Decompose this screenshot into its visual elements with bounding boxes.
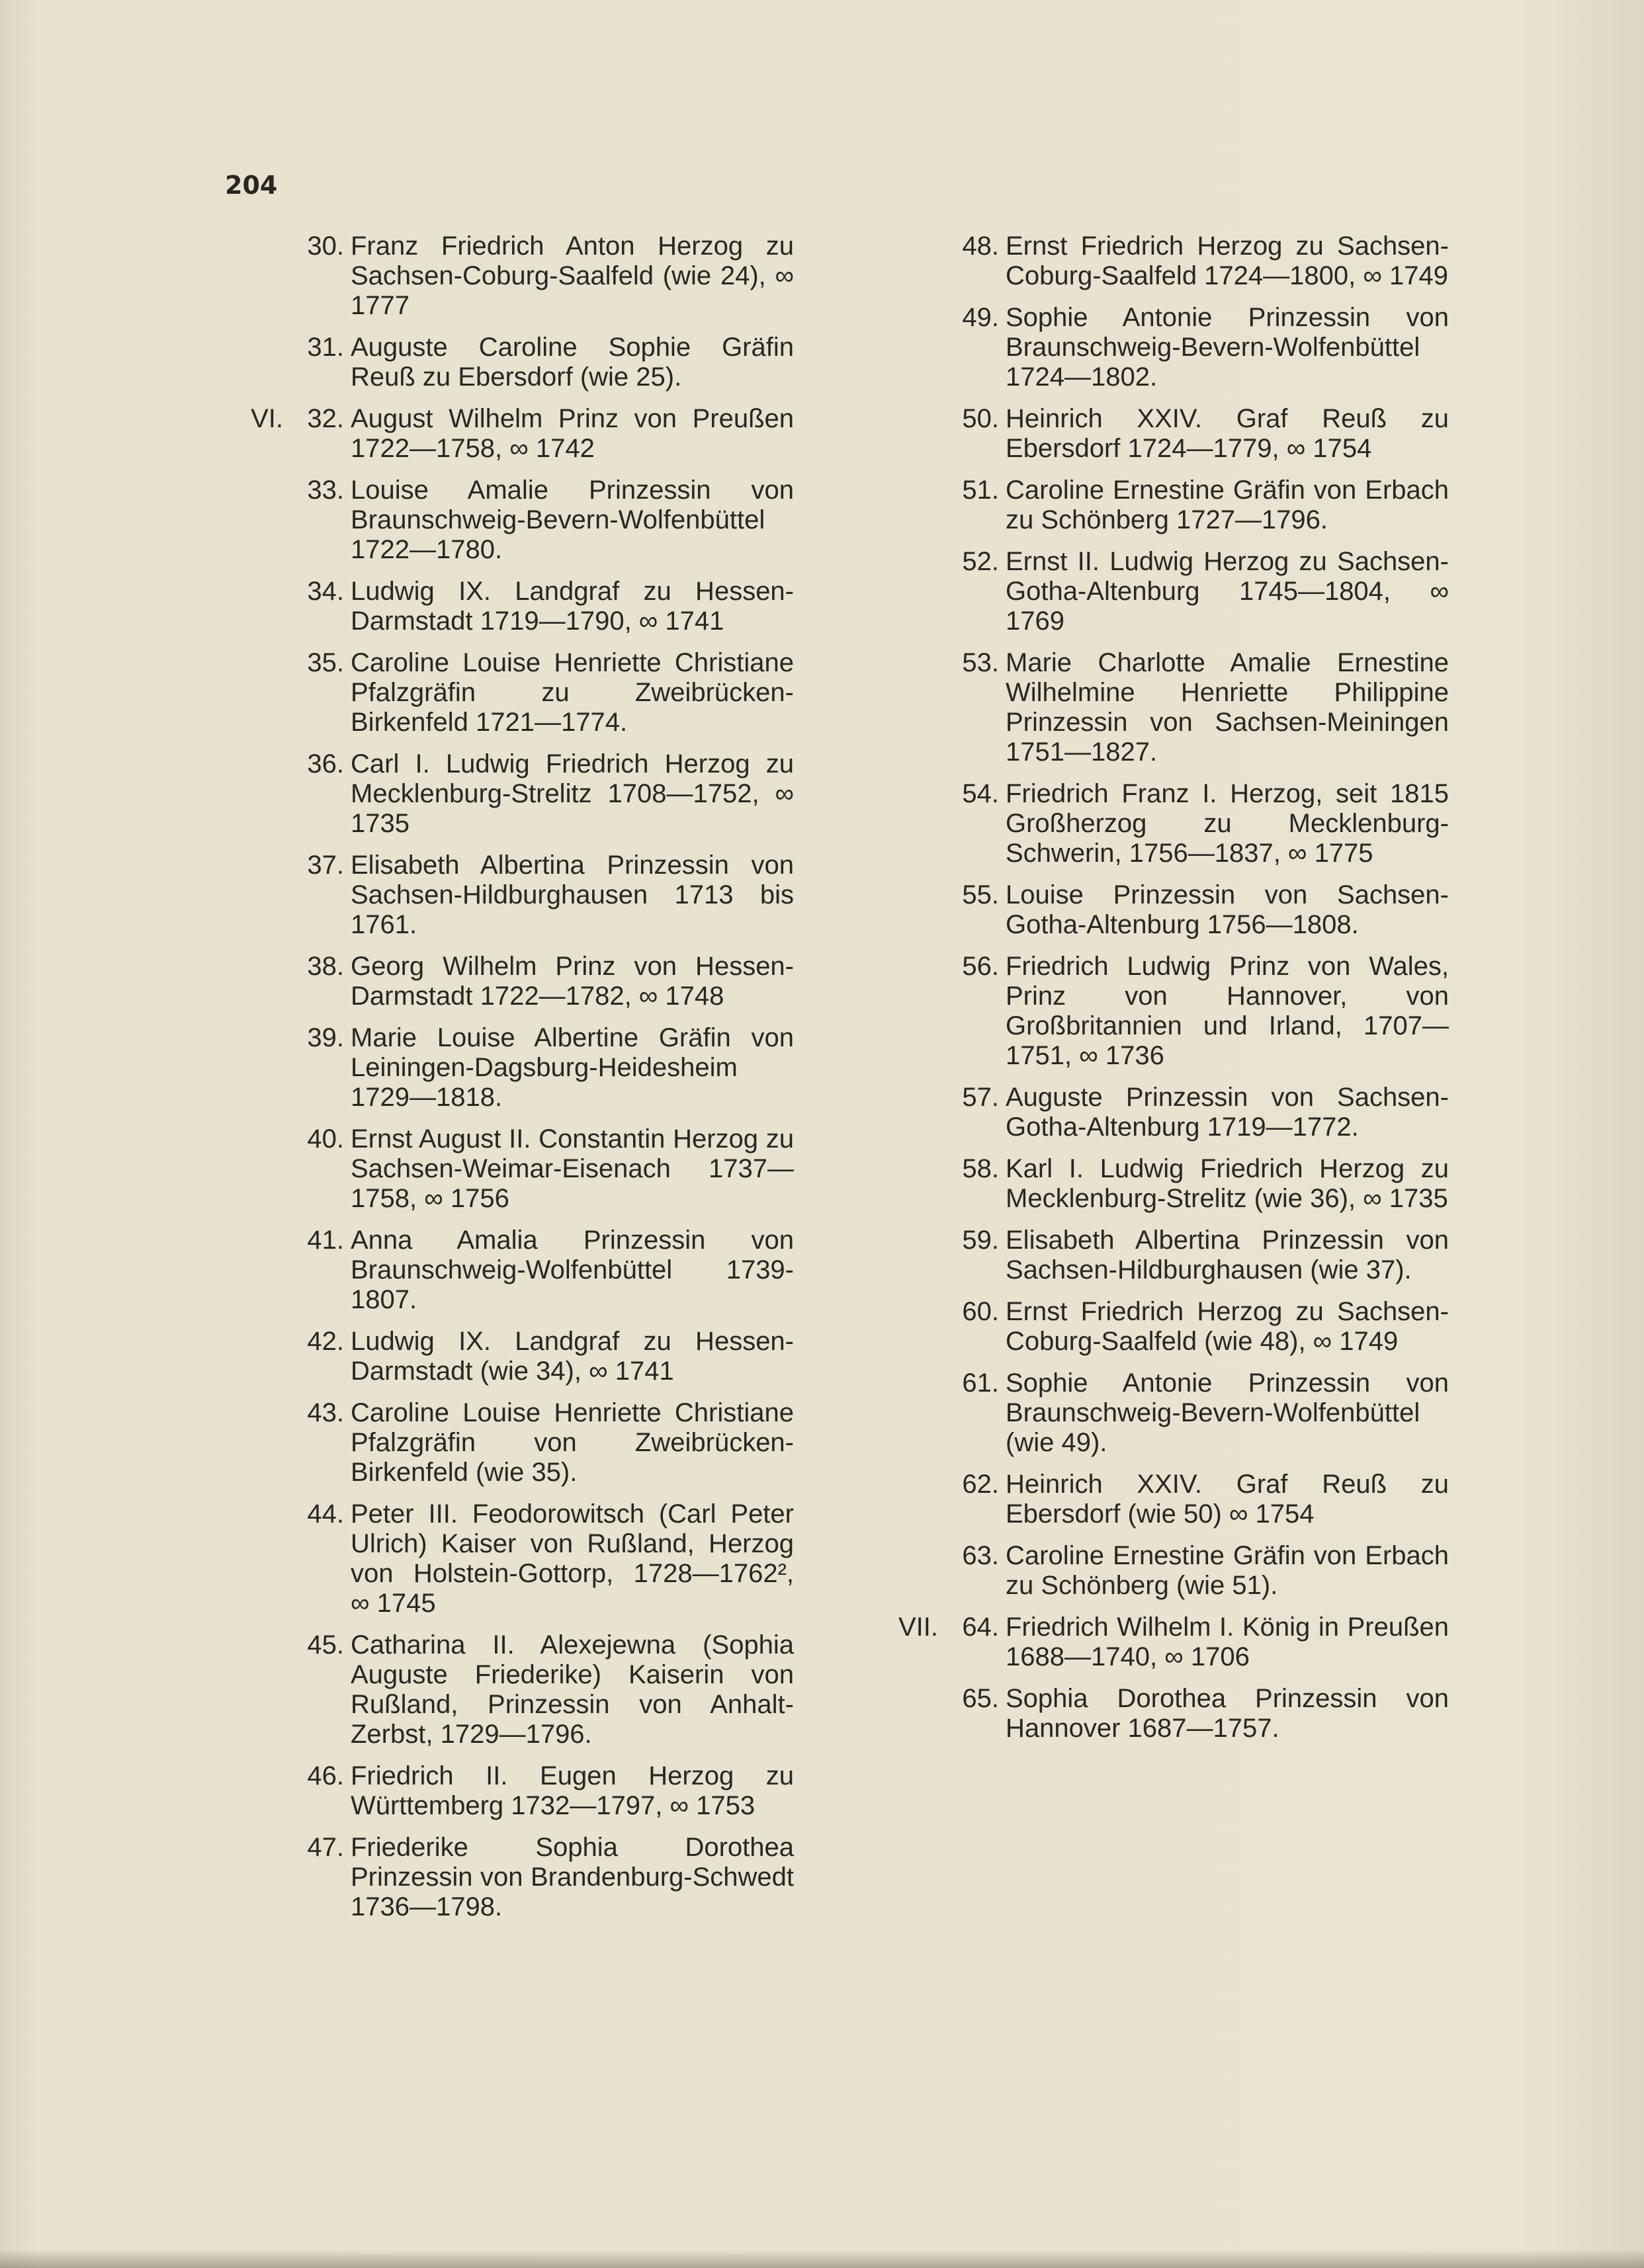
entry-text: Anna Amalia Prinzessin von Braunschweig-Wolfenbüttel 1739-1807. [351, 1226, 794, 1314]
entry-text: Elisabeth Albertina Prinzessin von Sachsen-Hildburghausen (wie 37). [1006, 1226, 1449, 1284]
genealogy-entry [225, 404, 794, 464]
entry-number: 44. [307, 1499, 344, 1529]
entry-text: Caroline Ernestine Gräfin von Erbach zu Schönberg (wie 51). [1006, 1541, 1449, 1600]
genealogy-entry [225, 1833, 794, 1922]
entry-number: 59. [962, 1226, 999, 1255]
entry-text: Ernst II. Ludwig Herzog zu Sachsen-Gotha-Altenburg 1745—1804, ∞ 1769 [1006, 547, 1449, 636]
entry-number: 39. [307, 1023, 344, 1052]
genealogy-entry [225, 476, 794, 565]
genealogy-entry [880, 1297, 1449, 1357]
entry-text: Friedrich II. Eugen Herzog zu Württemberg 1732—1797, ∞ 1753 [351, 1761, 794, 1820]
entry-number: 57. [962, 1083, 999, 1112]
entry-number: 60. [962, 1297, 999, 1326]
entry-text: Louise Amalie Prinzessin von Braunschweig-Bevern-Wolfenbüttel 1722—1780. [351, 476, 794, 564]
genealogy-entry [880, 779, 1449, 868]
genealogy-entry [880, 231, 1449, 291]
entry-text: Heinrich XXIV. Graf Reuß zu Ebersdorf 1724—1779, ∞ 1754 [1006, 404, 1449, 463]
genealogy-entry [225, 577, 794, 636]
entry-number: 41. [307, 1226, 344, 1255]
entry-number: 37. [307, 851, 344, 880]
generation-marker: VII. [898, 1613, 938, 1642]
genealogy-entry [880, 952, 1449, 1071]
entry-text: August Wilhelm Prinz von Preußen 1722—1758, ∞ 1742 [351, 404, 794, 463]
genealogy-entry [225, 952, 794, 1011]
entry-text: Caroline Ernestine Gräfin von Erbach zu Schönberg 1727—1796. [1006, 476, 1449, 534]
entry-text: Auguste Prinzessin von Sachsen-Gotha-Altenburg 1719—1772. [1006, 1083, 1449, 1142]
genealogy-entry [880, 1684, 1449, 1743]
genealogy-entry [225, 1023, 794, 1113]
entry-text: Auguste Caroline Sophie Gräfin Reuß zu Ebersdorf (wie 25). [351, 333, 794, 392]
entry-text: Ernst Friedrich Herzog zu Sachsen-Coburg-Saalfeld (wie 48), ∞ 1749 [1006, 1297, 1449, 1356]
genealogy-entry [880, 404, 1449, 464]
entry-number: 45. [307, 1630, 344, 1659]
entry-number: 35. [307, 648, 344, 677]
entry-number: 30. [307, 231, 344, 261]
genealogy-entry [880, 648, 1449, 767]
entry-number: 53. [962, 648, 999, 677]
entry-number: 31. [307, 333, 344, 362]
entry-number: 54. [962, 779, 999, 808]
genealogy-entry [880, 1368, 1449, 1458]
genealogy-entry [225, 1327, 794, 1386]
genealogy-entry [880, 1613, 1449, 1672]
left-column [225, 231, 794, 1934]
entry-text: Friedrich Wilhelm I. König in Preußen 1688—1740, ∞ 1706 [1006, 1613, 1449, 1671]
entry-number: 48. [962, 231, 999, 261]
entry-text: Marie Louise Albertine Gräfin von Leiningen-Dagsburg-Heidesheim 1729—1818. [351, 1023, 794, 1112]
entry-number: 64. [962, 1613, 999, 1642]
genealogy-entry [225, 1499, 794, 1618]
entry-text: Heinrich XXIV. Graf Reuß zu Ebersdorf (wie 50) ∞ 1754 [1006, 1470, 1449, 1529]
entry-text: Louise Prinzessin von Sachsen-Gotha-Altenburg 1756—1808. [1006, 880, 1449, 939]
entry-text: Sophie Antonie Prinzessin von Braunschweig-Bevern-Wolfenbüttel 1724—1802. [1006, 303, 1449, 392]
entry-number: 61. [962, 1368, 999, 1398]
genealogy-entry [225, 749, 794, 839]
page-number: 204 [225, 171, 278, 200]
page-bottom-edge [0, 2249, 1644, 2268]
entry-text: Marie Charlotte Amalie Ernestine Wilhelmine Henriette Philippine Prinzessin von Sachsen-Meiningen 1751—1827. [1006, 648, 1449, 767]
entry-number: 34. [307, 577, 344, 606]
entry-text: Peter III. Feodorowitsch (Carl Peter Ulrich) Kaiser von Rußland, Herzog von Holstein-Gottorp, 1728—1762², ∞ 1745 [351, 1499, 794, 1618]
genealogy-entry [225, 1124, 794, 1214]
genealogy-entry [225, 231, 794, 321]
entry-text: Friedrich Franz I. Herzog, seit 1815 Großherzog zu Mecklenburg-Schwerin, 1756—1837, ∞ 1775 [1006, 779, 1449, 868]
entry-text: Ernst August II. Constantin Herzog zu Sachsen-Weimar-Eisenach 1737—1758, ∞ 1756 [351, 1124, 794, 1213]
genealogy-entry [880, 1154, 1449, 1214]
entry-text: Ernst Friedrich Herzog zu Sachsen-Coburg-Saalfeld 1724—1800, ∞ 1749 [1006, 231, 1449, 290]
genealogy-entry [880, 303, 1449, 392]
entry-number: 52. [962, 547, 999, 576]
entry-number: 32. [307, 404, 344, 433]
entry-text: Catharina II. Alexejewna (Sophia Auguste Friederike) Kaiserin von Rußland, Prinzessin von Anhalt-Zerbst, 1729—1796. [351, 1630, 794, 1749]
entry-number: 49. [962, 303, 999, 332]
entry-text: Sophia Dorothea Prinzessin von Hannover 1687—1757. [1006, 1684, 1449, 1743]
entry-text: Ludwig IX. Landgraf zu Hessen-Darmstadt 1719—1790, ∞ 1741 [351, 577, 794, 636]
genealogy-entry [880, 1541, 1449, 1601]
genealogy-entry [880, 1226, 1449, 1285]
genealogy-entry [225, 333, 794, 392]
entry-number: 38. [307, 952, 344, 981]
entry-number: 33. [307, 476, 344, 505]
entry-text: Ludwig IX. Landgraf zu Hessen-Darmstadt (wie 34), ∞ 1741 [351, 1327, 794, 1386]
entry-text: Friedrich Ludwig Prinz von Wales, Prinz von Hannover, von Großbritannien und Irland, 1707—1751, ∞ 1736 [1006, 952, 1449, 1070]
entry-text: Caroline Louise Henriette Christiane Pfalzgräfin von Zweibrücken-Birkenfeld (wie 35). [351, 1398, 794, 1487]
entry-number: 65. [962, 1684, 999, 1713]
entry-text: Sophie Antonie Prinzessin von Braunschweig-Bevern-Wolfenbüttel (wie 49). [1006, 1368, 1449, 1457]
entry-number: 55. [962, 880, 999, 909]
entry-number: 43. [307, 1398, 344, 1427]
genealogy-entry [225, 851, 794, 940]
genealogy-entry [225, 1761, 794, 1821]
entry-number: 50. [962, 404, 999, 433]
entry-number: 36. [307, 749, 344, 778]
entry-number: 42. [307, 1327, 344, 1356]
entry-text: Elisabeth Albertina Prinzessin von Sachsen-Hildburghausen 1713 bis 1761. [351, 851, 794, 939]
genealogy-entry [880, 880, 1449, 940]
genealogy-entry [880, 1083, 1449, 1142]
entry-number: 46. [307, 1761, 344, 1790]
entry-number: 51. [962, 476, 999, 505]
genealogy-entry [880, 476, 1449, 535]
generation-marker: VI. [251, 404, 283, 433]
genealogy-entry [880, 1470, 1449, 1529]
genealogy-entry [225, 1398, 794, 1488]
entry-number: 63. [962, 1541, 999, 1570]
entry-number: 40. [307, 1124, 344, 1154]
genealogy-entry [225, 648, 794, 737]
right-column [880, 231, 1449, 1755]
entry-number: 58. [962, 1154, 999, 1183]
genealogy-entry [225, 1630, 794, 1749]
entry-number: 62. [962, 1470, 999, 1499]
genealogy-entry [880, 547, 1449, 636]
entry-text: Georg Wilhelm Prinz von Hessen-Darmstadt 1722—1782, ∞ 1748 [351, 952, 794, 1011]
entry-text: Karl I. Ludwig Friedrich Herzog zu Mecklenburg-Strelitz (wie 36), ∞ 1735 [1006, 1154, 1449, 1213]
entry-text: Caroline Louise Henriette Christiane Pfalzgräfin zu Zweibrücken-Birkenfeld 1721—1774. [351, 648, 794, 737]
entry-text: Friederike Sophia Dorothea Prinzessin von Brandenburg-Schwedt 1736—1798. [351, 1833, 794, 1921]
entry-number: 56. [962, 952, 999, 981]
genealogy-entry [225, 1226, 794, 1315]
entry-text: Franz Friedrich Anton Herzog zu Sachsen-Coburg-Saalfeld (wie 24), ∞ 1777 [351, 231, 794, 320]
entry-text: Carl I. Ludwig Friedrich Herzog zu Mecklenburg-Strelitz 1708—1752, ∞ 1735 [351, 749, 794, 838]
entry-number: 47. [307, 1833, 344, 1862]
